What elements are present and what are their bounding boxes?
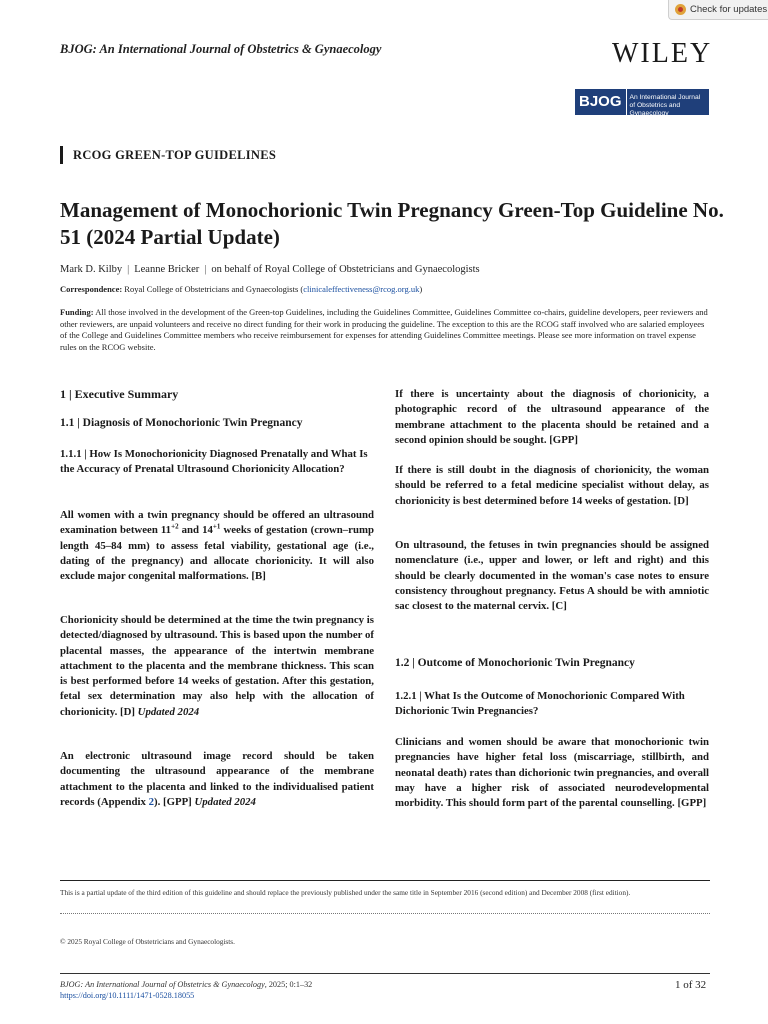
text-run: weeks of gestation (crown–rump length 45–84 mm) to assess fetal viability, gestational age (i.e., dating of the pregnancy) and allocate chorionicity. It will also exclude major congenital malformations. [B]: [60, 524, 374, 583]
bottom-rule: [60, 973, 710, 974]
check-for-updates-label: Check for updates: [690, 4, 768, 15]
article-title: Management of Monochorionic Twin Pregnancy Green-Top Guideline No. 51 (2024 Partial Update): [60, 198, 724, 249]
superscript: +2: [171, 522, 179, 531]
correspondence-label: Correspondence:: [60, 284, 123, 294]
correspondence-email-link[interactable]: clinicaleffectiveness@rcog.org.uk: [303, 284, 420, 294]
author-separator: |: [204, 264, 207, 275]
text-run: and 14: [178, 524, 213, 537]
journal-title: BJOG: An International Journal of Obstetrics & Gynaecology: [60, 42, 382, 56]
text-run: ). [GPP]: [154, 795, 192, 808]
doi-link[interactable]: https://doi.org/10.1111/1471-0528.18055: [60, 991, 195, 1000]
heading-executive-summary: 1 | Executive Summary: [60, 387, 179, 401]
author-name: Mark D. Kilby: [60, 264, 123, 275]
correspondence-close: ): [419, 284, 423, 294]
updated-note: Updated 2024: [137, 705, 200, 718]
footer-dotted-rule: [60, 913, 710, 914]
recommendation-paragraph: If there is uncertainty about the diagnosis of chorionicity, a photographic record of the ultrasound appearance of the membrane attachment to the placenta should be retained and a second opinion should be sought. [GPP]: [395, 388, 709, 446]
author-separator: |: [127, 264, 130, 275]
funding-label: Funding:: [60, 307, 94, 317]
check-for-updates-badge[interactable]: [668, 0, 768, 20]
footer-rule: [60, 880, 710, 881]
funding-statement: [60, 307, 712, 353]
author-name: Leanne Bricker: [134, 264, 200, 275]
text-run: All women with a twin pregnancy should be offered an ultrasound examination between 11: [60, 509, 374, 537]
recommendation-paragraph: [60, 749, 374, 810]
author-group: on behalf of Royal College of Obstetricians and Gynaecologists: [211, 264, 480, 275]
section-tag: RCOG GREEN-TOP GUIDELINES: [60, 146, 276, 164]
recommendation-paragraph: [60, 613, 374, 720]
crossmark-icon: [675, 4, 686, 15]
recommendation-paragraph: If there is still doubt in the diagnosis of chorionicity, the woman should be referred to a fetal medicine specialist without delay, as chorionicity is best determined before 14 weeks of gestation. [D]: [395, 464, 709, 507]
heading-1-1: 1.1 | Diagnosis of Monochorionic Twin Pregnancy: [60, 417, 303, 429]
publisher-logo: WILEY: [612, 38, 713, 69]
copyright: © 2025 Royal College of Obstetricians and Gynaecologists.: [60, 937, 235, 946]
recommendation-paragraph: Clinicians and women should be aware that monochorionic twin pregnancies have higher fetal loss (miscarriage, stillbirth, and neonatal death) rates than dichorionic twin pregnancies, and overall may have a higher risk of associated neurodevelopmental morbidity. This should form part of the parental counselling. [GPP]: [395, 736, 709, 810]
bjog-logo-mark: BJOG: [575, 89, 626, 115]
footnote: This is a partial update of the third edition of this guideline and should replace the previously published under the same title in September 2016 (second edition) and December 2008 (first edition).: [60, 888, 631, 897]
correspondence-text: Royal College of Obstetricians and Gynaecologists (: [124, 284, 304, 294]
recommendation-paragraph: [60, 508, 374, 584]
funding-text: All those involved in the development of the Green-top Guidelines, including the Guidelines Committee, Guidelines Committee co-chairs, guideline developers, peer reviewers and other reviewers, are unpaid volunteers and receive no direct funding for their work in producing the guideline. The exception to this are the RCOG staff involved who are salaried employees of the College and Guidelines Committee members who receive reimbursement for expenses for attending Guidelines Committee meetings. Please see more information on travel expense rules on the RCOG website.: [60, 307, 708, 352]
bjog-logo-text: An International Journal of Obstetrics and Gynaecology: [626, 89, 709, 115]
appendix-link[interactable]: 2: [148, 795, 154, 808]
citation-details: , 2025; 0:1–32: [264, 980, 313, 989]
superscript: +1: [212, 522, 221, 531]
citation-journal: BJOG: An International Journal of Obstetrics & Gynaecology: [60, 980, 265, 989]
citation: [60, 980, 312, 989]
bjog-logo: [575, 89, 709, 115]
heading-1-2-1: 1.2.1 | What Is the Outcome of Monochorionic Compared With Dichorionic Twin Pregnancies?: [395, 690, 685, 717]
author-list: [60, 264, 480, 275]
text-run: Chorionicity should be determined at the time the twin pregnancy is detected/diagnosed by ultrasound. This is based upon the number of placental masses, the appearance of the intertwin membrane attachment to the placenta and the membrane thickness. This scan is best performed before 14 weeks of gestation. After this gestation, fetal sex determination may also help with the allocation of chorionicity. [D]: [60, 614, 374, 718]
heading-1-2: 1.2 | Outcome of Monochorionic Twin Pregnancy: [395, 657, 635, 669]
page-number: 1 of 32: [675, 979, 707, 991]
updated-note: Updated 2024: [194, 795, 256, 808]
text-run: An electronic ultrasound image record should be taken documenting the ultrasound appearance of the membrane attachment to the placenta and linked to the individualised patient records (Appendix: [60, 750, 374, 808]
heading-1-1-1: 1.1.1 | How Is Monochorionicity Diagnosed Prenatally and What Is the Accuracy of Prenatal Ultrasound Chorionicity Allocation?: [60, 448, 368, 475]
recommendation-paragraph: On ultrasound, the fetuses in twin pregnancies should be assigned nomenclature (i.e., upper and lower, or left and right) and this should be clearly documented in the woman's case notes to ensure consistency throughout pregnancy. Fetus A should be with amniotic sac closest to the maternal cervix. [C]: [395, 539, 709, 613]
correspondence: [60, 284, 422, 294]
